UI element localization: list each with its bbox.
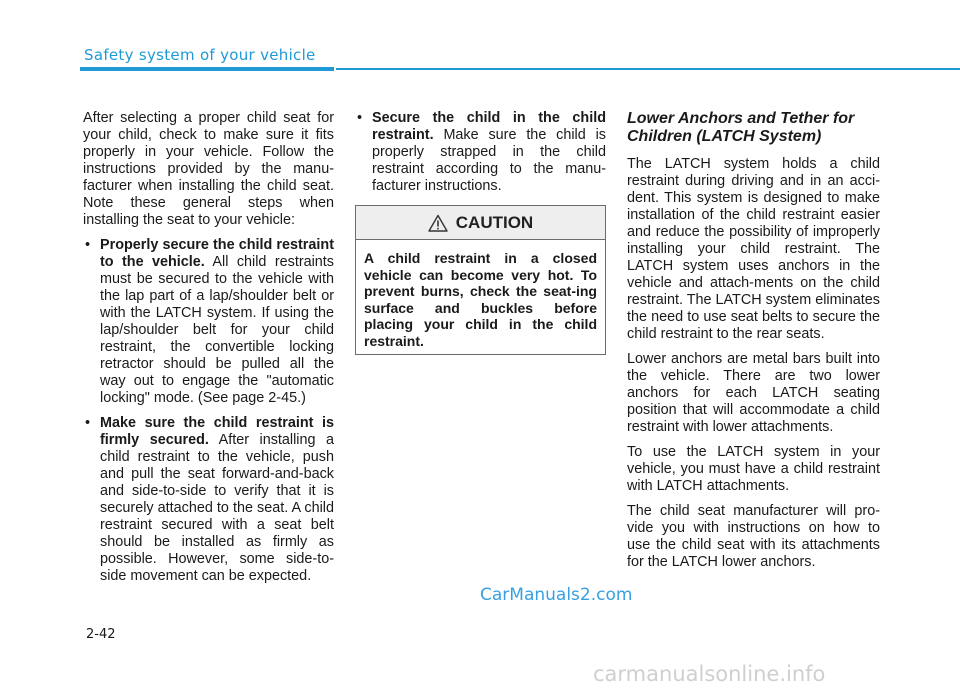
column-right xyxy=(627,110,880,579)
header-rule-thick xyxy=(80,67,334,71)
bullet-secure-child xyxy=(355,110,606,195)
caution-header xyxy=(356,206,605,240)
latch-paragraph: Lower anchors are metal bars built into the vehicle. There are two lower anchors for each LATCH seating position that will accommodate a child restraint with lower attachments. xyxy=(627,351,880,435)
bullet-text: After installing a child restraint to the vehicle, push and pull the seat forward-and-back and side-to-side to verify that it is securely attached to the seat. A child restraint secured with a seat belt should be installed as firmly as possible. However, some side-to-side movement can be expected. xyxy=(100,432,334,584)
intro-paragraph: After selecting a proper child seat for your child, check to make sure it fits properly in your vehicle. Follow the instructions provided by the manu-facturer when installing the child seat. Note these general steps when installing the seat to your vehicle: xyxy=(83,110,334,228)
bullet-lead: Properly secure the child restraint to the vehicle. xyxy=(100,237,334,270)
bullet-text: All child restraints must be secured to the vehicle with the lap part of a lap/shoulder belt or with the LATCH system. If using the lap/shoulder belt for your child restraint, the convertible locking retractor should be pulled all the way out to engage the "automatic locking" mode. (See page 2-45.) xyxy=(100,254,335,406)
column-left xyxy=(83,110,334,593)
latch-paragraph: The child seat manufacturer will pro-vide you with instructions on how to use the child seat with its attachments for the LATCH lower anchors. xyxy=(627,503,880,570)
bullet-secure-restraint xyxy=(83,237,334,407)
bullet-marker: • xyxy=(85,237,91,253)
warning-triangle-icon xyxy=(428,214,448,232)
bullet-lead: Secure the child in the child restraint. xyxy=(372,110,606,143)
caution-title: CAUTION xyxy=(455,212,534,232)
bullet-firmly-secured xyxy=(83,415,334,585)
site-watermark: CarManuals2.com xyxy=(480,585,633,605)
latch-paragraph: To use the LATCH system in your vehicle, you must have a child restraint with LATCH attachments. xyxy=(627,444,880,494)
latch-paragraph: The LATCH system holds a child restraint during driving and in an acci-dent. This system is designed to make installation of the child restraint easier and reduce the possibility of improperly installing your child restraint. The LATCH system uses anchors in the vehicle and attach-ments on the child restraint. The LATCH system eliminates the need to use seat belts to secure the child restraint to the rear seats. xyxy=(627,156,880,342)
column-middle xyxy=(355,110,606,203)
latch-heading: Lower Anchors and Tether for Children (LATCH System) xyxy=(627,110,855,145)
caution-text: A child restraint in a closed vehicle can become very hot. To prevent burns, check the seat-ing surface and buckles before placing your child in the child restraint. xyxy=(364,250,597,349)
page-number: 2-42 xyxy=(86,627,116,642)
bullet-text: Make sure the child is properly strapped in the child restraint according to the manu-facturer instructions. xyxy=(372,127,606,194)
bullet-marker: • xyxy=(357,110,363,126)
header-rule-thin xyxy=(336,68,960,70)
bullet-lead: Make sure the child restraint is firmly secured. xyxy=(100,415,334,448)
bullet-marker: • xyxy=(85,415,91,431)
section-title: Safety system of your vehicle xyxy=(84,46,316,64)
footer-watermark: carmanualsonline.info xyxy=(593,662,826,686)
caution-box xyxy=(355,205,606,355)
